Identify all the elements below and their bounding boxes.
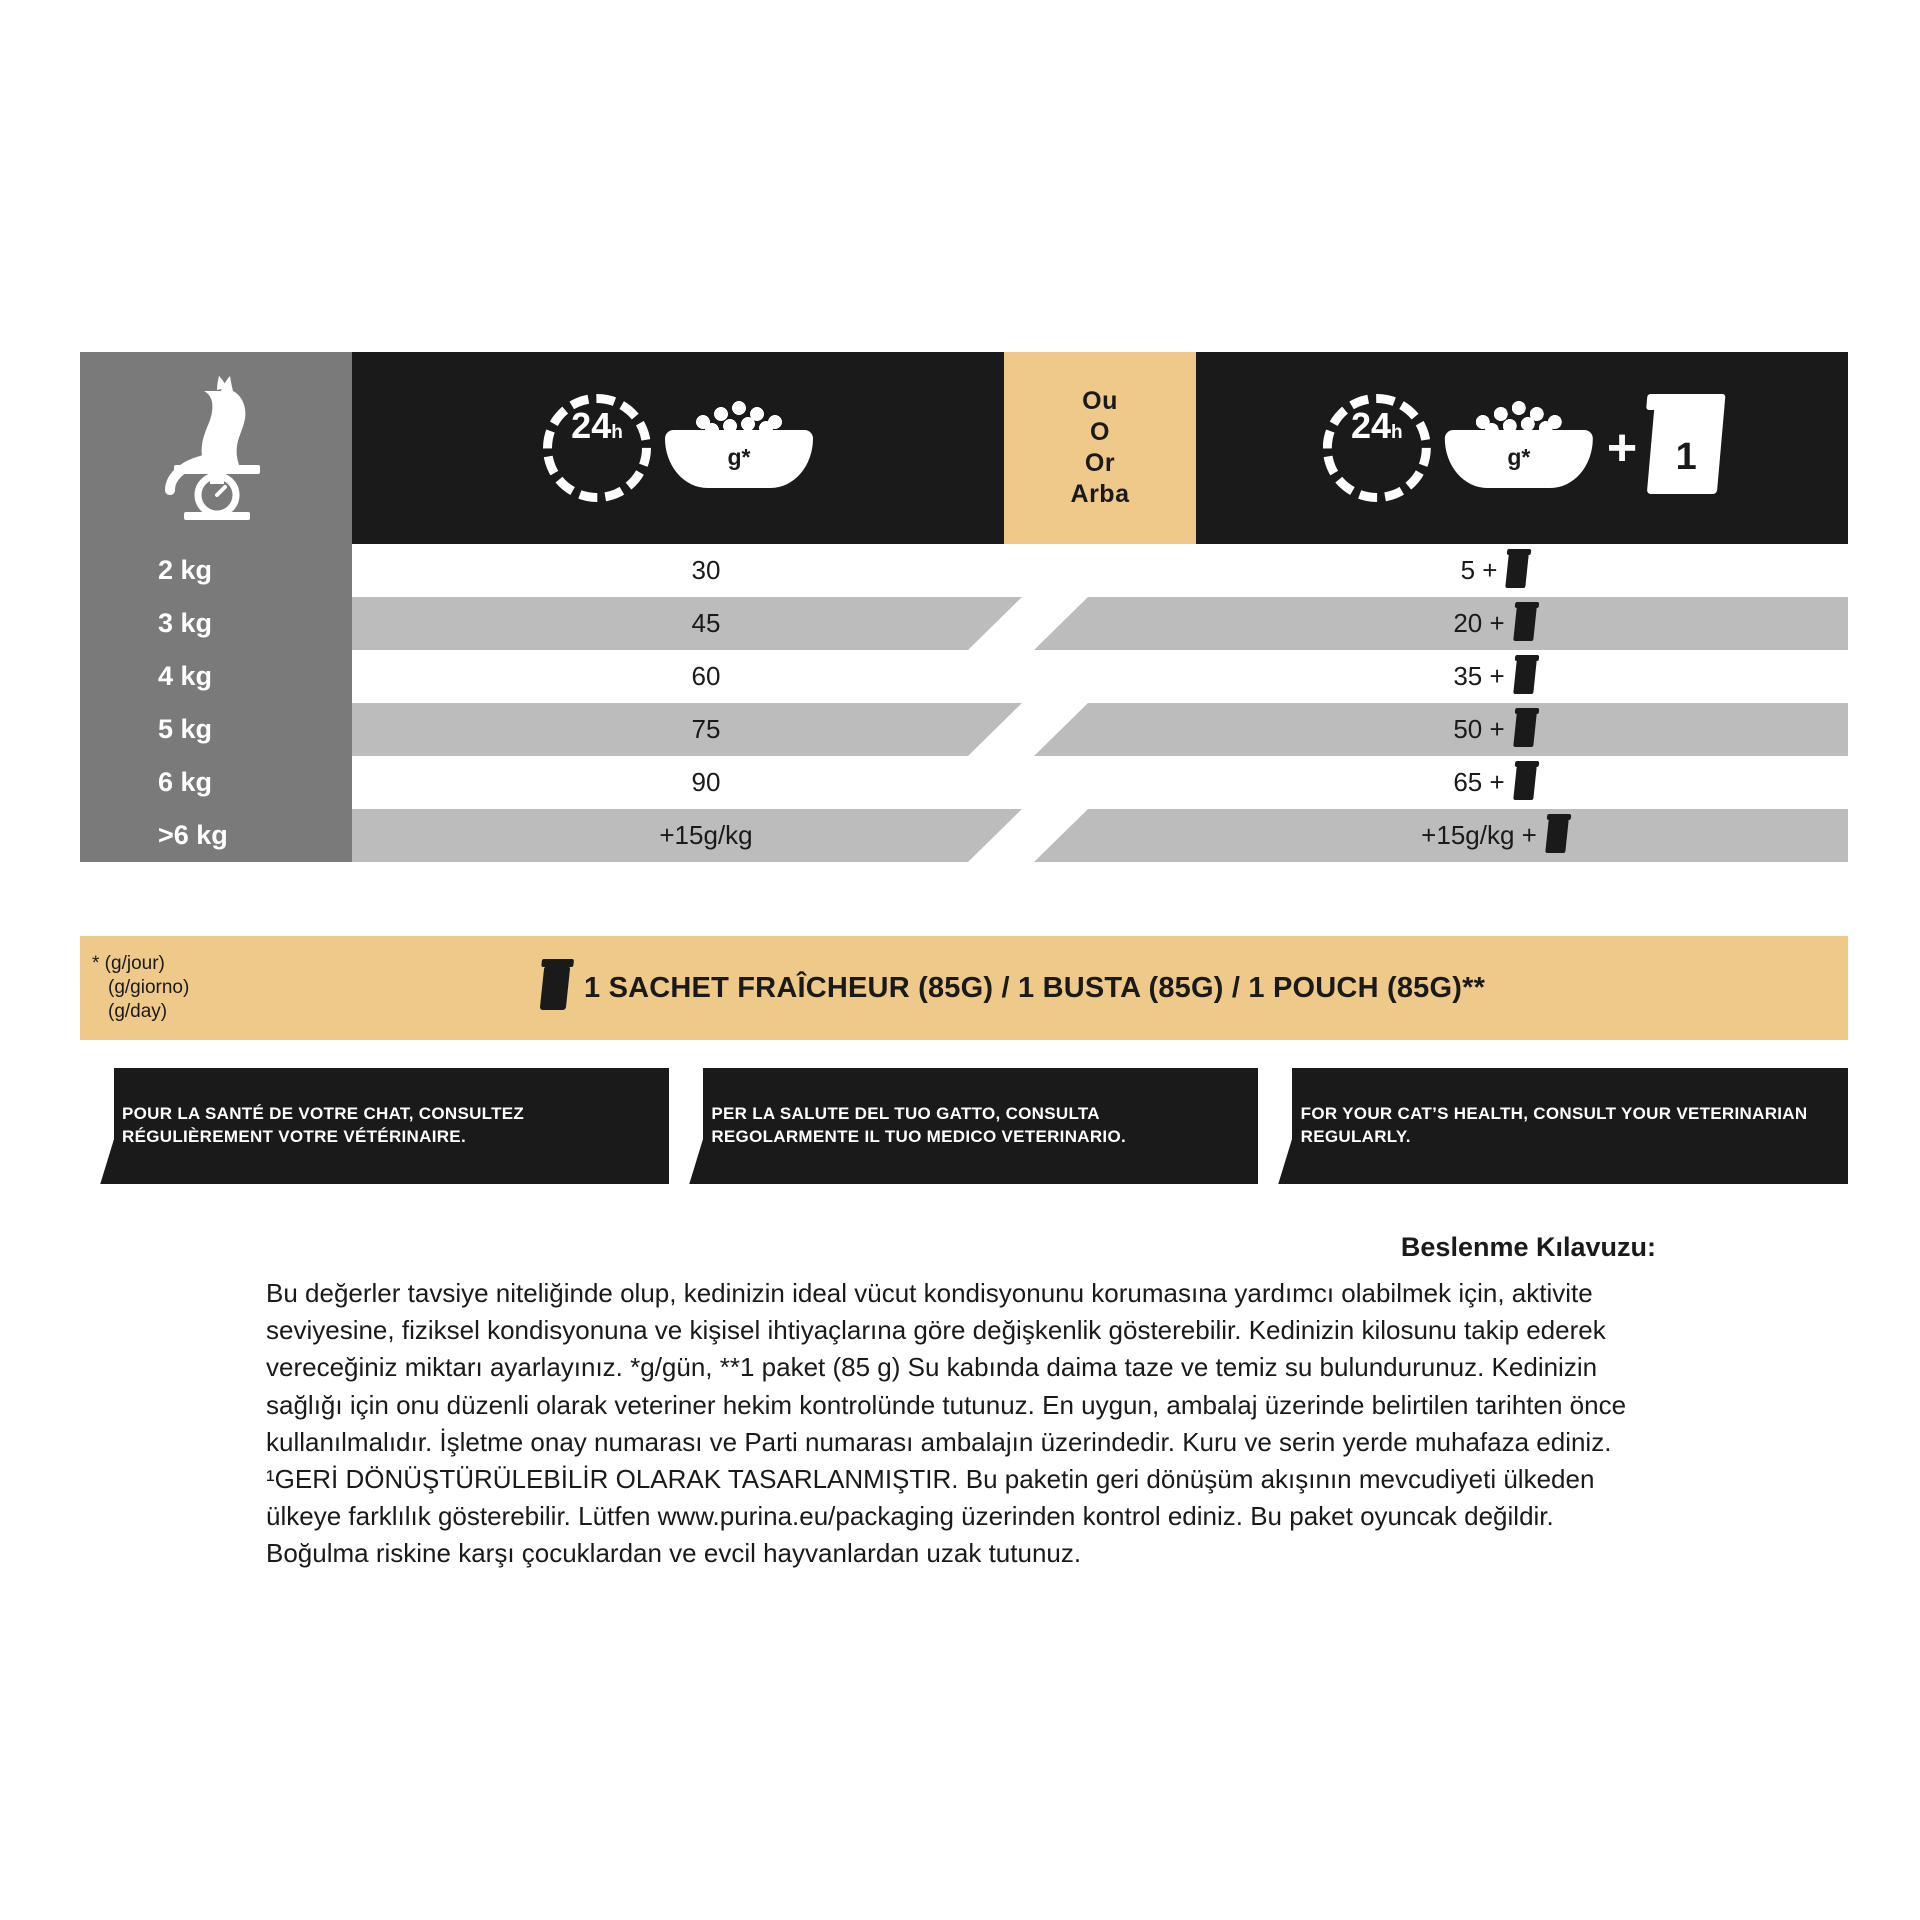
- pouch-icon: [1651, 402, 1721, 494]
- table-row: [80, 756, 1848, 809]
- row-dry-plus-wet: [1120, 597, 1848, 650]
- row-dry-plus-wet: [1120, 756, 1848, 809]
- row-dry-only: 45: [352, 597, 1120, 650]
- turkish-body: Bu değerler tavsiye niteliğinde olup, kedinizin ideal vücut kondisyonunu korumasına yardımcı olabilmek için, aktivite seviyesine, fiziksel kondisyonuna ve kişisel ihtiyaçlarına göre değişkenlik gösterebilir. Kedinizin kilosunu takip ederek vereceğiniz miktarı ayarlayınız. *g/gün, **1 paket (85 g) Su kabında daima taze ve temiz su bulundurunuz. Kedinizin sağlığı için onu düzenli olarak veteriner hekim kontrolünde tutunuz. En uygun, ambalaj üzerinde belirtilen tarihten önce kullanılmalıdır. İşletme onay numarası ve Parti numarası ambalajın üzerindedir. Kuru ve serin yerde muhafaza ediniz. ¹GERİ DÖNÜŞTÜRÜLEBİLİR OLARAK TASARLANMIŞTIR. Bu paketin geri dönüşüm akışının mevcudiyeti ülkeden ülkeye farklılık gösterebilir. Lütfen www.purina.eu/packaging üzerinden kontrol ediniz. Bu paket oyuncak değildir. Boğulma riskine karşı çocuklardan ve evcil hayvanlardan uzak tutunuz.: [266, 1278, 1627, 1569]
- row-dry-plus-wet-value: 50 +: [1453, 714, 1505, 744]
- gram-footnote-line-fr: * (g/jour): [92, 953, 165, 975]
- cat-scale-header-cell: [80, 352, 352, 544]
- feeding-table: [80, 352, 1848, 862]
- clock-24h-icon: [543, 394, 651, 502]
- row-dry-only: 75: [352, 703, 1120, 756]
- table-row: [80, 597, 1848, 650]
- clock-hours-unit-2: h: [1391, 422, 1403, 443]
- pouch-icon-small: [1513, 607, 1537, 641]
- pouch-icon-small: [1513, 766, 1537, 800]
- header-dry-plus-wet-cell: [1196, 352, 1848, 544]
- bowl-unit-label: g*: [727, 444, 751, 470]
- or-label-it: O: [1090, 418, 1110, 446]
- row-dry-only: 60: [352, 650, 1120, 703]
- header-dry-only-cell: [352, 352, 1004, 544]
- gram-footnote-line-en: (g/day): [108, 1000, 168, 1022]
- row-dry-only: 30: [352, 544, 1120, 597]
- cat-on-scale-icon: [126, 373, 306, 523]
- row-dry-plus-wet: [1120, 544, 1848, 597]
- pouch-count-value: 1: [1675, 436, 1697, 478]
- vet-advice-en: FOR YOUR CAT’S HEALTH, CONSULT YOUR VETERINARIAN REGULARLY.: [1300, 1104, 1808, 1146]
- pouch-icon-small: [1506, 554, 1530, 588]
- table-header-row: [80, 352, 1848, 544]
- plus-icon: +: [1606, 419, 1638, 477]
- pouch-icon-note: [540, 966, 571, 1010]
- table-row: [80, 809, 1848, 862]
- row-dry-plus-wet: [1120, 703, 1848, 756]
- table-row: [80, 544, 1848, 597]
- row-dry-plus-wet-value: 5 +: [1460, 555, 1498, 585]
- dry-plus-wet-icon-group: [1323, 394, 1721, 502]
- vet-advice-it: PER LA SALUTE DEL TUO GATTO, CONSULTA REGOLARMENTE IL TUO MEDICO VETERINARIO.: [711, 1104, 1127, 1146]
- table-row: [80, 703, 1848, 756]
- vet-advice-banner: [80, 1068, 1848, 1184]
- row-dry-plus-wet-value: 20 +: [1453, 608, 1505, 638]
- pouch-icon-small: [1513, 713, 1537, 747]
- vet-advice-fr: POUR LA SANTÉ DE VOTRE CHAT, CONSULTEZ RÉGULIÈREMENT VOTRE VÉTÉRINAIRE.: [122, 1104, 525, 1146]
- sachet-note: [542, 966, 1485, 1010]
- or-label-tr: Arba: [1070, 480, 1130, 508]
- row-weight: 5 kg: [80, 703, 352, 756]
- clock-24h-icon-2: [1323, 394, 1431, 502]
- sachet-note-band: [80, 936, 1848, 1040]
- row-dry-plus-wet: [1120, 809, 1848, 862]
- row-weight: 6 kg: [80, 756, 352, 809]
- or-column-header: [1004, 352, 1196, 544]
- clock-hours-value-2: 24: [1350, 405, 1392, 446]
- row-dry-plus-wet: [1120, 650, 1848, 703]
- bowl-unit-label-2: g*: [1507, 444, 1531, 470]
- clock-hours-value: 24: [571, 405, 612, 446]
- row-weight: 3 kg: [80, 597, 352, 650]
- pouch-icon-small: [1545, 819, 1569, 853]
- table-row: [80, 650, 1848, 703]
- turkish-title: Beslenme Kılavuzu:: [1400, 1232, 1656, 1262]
- food-bowl-icon: [665, 398, 813, 498]
- row-dry-plus-wet-value: 65 +: [1453, 767, 1505, 797]
- row-dry-plus-wet-value: +15g/kg +: [1421, 820, 1537, 850]
- dry-only-icon-group: [543, 394, 813, 502]
- pouch-icon-small: [1513, 660, 1537, 694]
- row-weight: 4 kg: [80, 650, 352, 703]
- row-dry-only: 90: [352, 756, 1120, 809]
- clock-hours-unit: h: [611, 422, 623, 443]
- or-label-en: Or: [1084, 449, 1116, 477]
- row-dry-only: +15g/kg: [352, 809, 1120, 862]
- or-label-fr: Ou: [1082, 387, 1118, 415]
- food-bowl-icon-2: [1445, 398, 1593, 498]
- row-weight: 2 kg: [80, 544, 352, 597]
- sachet-note-text: 1 SACHET FRAÎCHEUR (85G) / 1 BUSTA (85G) / 1 POUCH (85G)**: [584, 971, 1486, 1004]
- row-dry-plus-wet-value: 35 +: [1453, 661, 1505, 691]
- row-weight: >6 kg: [80, 809, 352, 862]
- gram-footnote-line-it: (g/giorno): [108, 977, 190, 999]
- gram-footnote: [80, 952, 352, 1023]
- turkish-feeding-guide: [266, 1232, 1656, 1572]
